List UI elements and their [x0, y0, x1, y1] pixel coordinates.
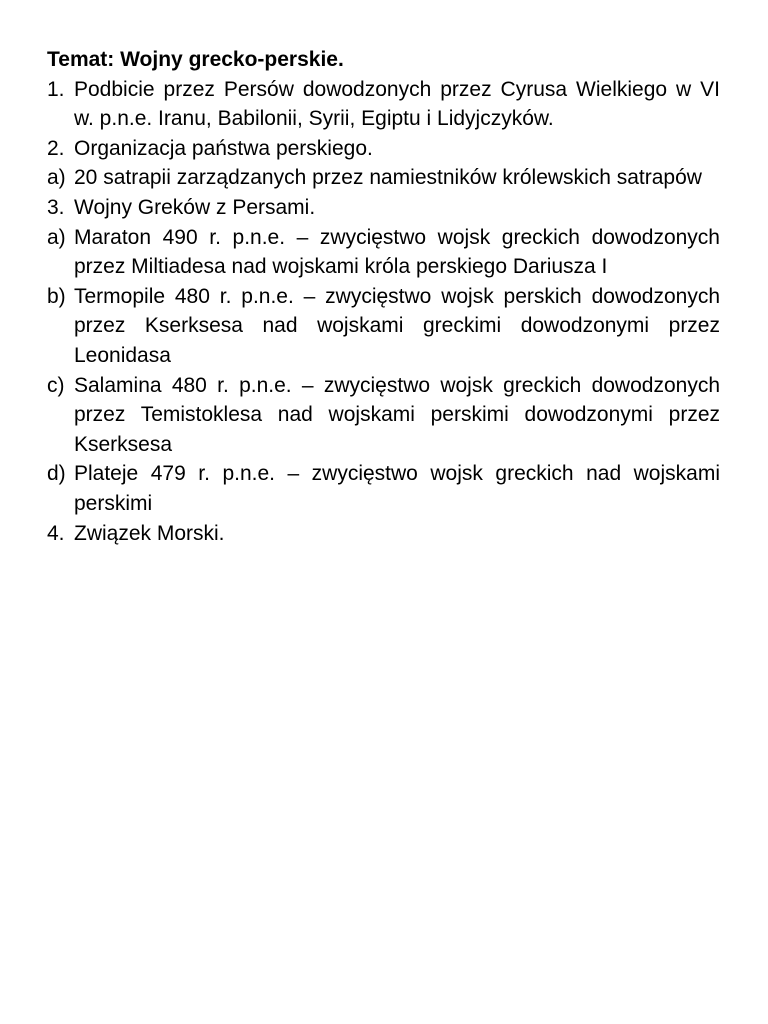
list-item [47, 282, 720, 371]
list-marker: 3. [47, 195, 65, 219]
document-page [47, 45, 720, 548]
list-item [47, 371, 720, 460]
list-marker: a) [47, 166, 66, 190]
list-item-text: Salamina 480 r. p.n.e. – zwycięstwo wojsk greckich dowodzonych przez Temistoklesa nad wojskami perskimi dowodzonymi przez Kserksesa [74, 373, 720, 456]
list-item-text: Organizacja państwa perskiego. [74, 136, 373, 160]
list-marker: 4. [47, 521, 65, 545]
list-marker: b) [47, 284, 66, 308]
list-marker: c) [47, 373, 65, 397]
list-item [47, 163, 720, 193]
list-marker: d) [47, 462, 66, 486]
list-item [47, 75, 720, 134]
list-item-text: Podbicie przez Persów dowodzonych przez Cyrusa Wielkiego w VI w. p.n.e. Iranu, Babilonii, Syrii, Egiptu i Lidyjczyków. [74, 77, 720, 131]
list-item-text: Plateje 479 r. p.n.e. – zwycięstwo wojsk greckich nad wojskami perskimi [74, 462, 720, 515]
list-item-text: Wojny Greków z Persami. [74, 195, 316, 219]
list-item-text: Termopile 480 r. p.n.e. – zwycięstwo wojsk perskich dowodzonych przez Kserksesa nad wojskami greckimi dowodzonymi przez Leonidasa [74, 284, 720, 367]
list-item [47, 459, 720, 518]
list-item [47, 519, 720, 549]
list-item-text: Związek Morski. [74, 521, 225, 545]
list-item [47, 223, 720, 282]
list-item [47, 193, 720, 223]
list-marker: 1. [47, 77, 65, 101]
document-title: Temat: Wojny grecko-perskie. [47, 48, 344, 71]
list-marker: a) [47, 225, 66, 249]
list-marker: 2. [47, 136, 65, 160]
list-item-text: Maraton 490 r. p.n.e. – zwycięstwo wojsk greckich dowodzonych przez Miltiadesa nad wojskami króla perskiego Dariusza I [74, 225, 720, 279]
list-item-text: 20 satrapii zarządzanych przez namiestników królewskich satrapów [74, 166, 702, 190]
list-item [47, 134, 720, 164]
